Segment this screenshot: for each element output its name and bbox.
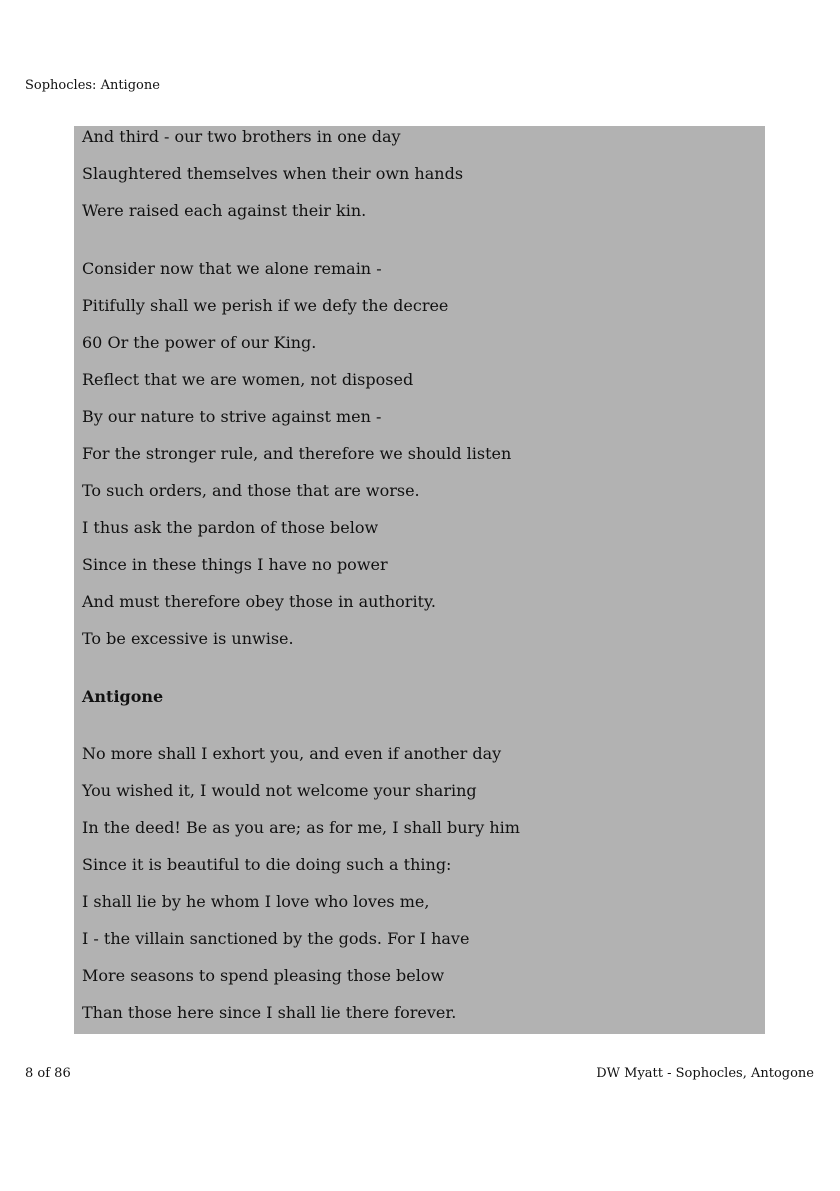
verse-line: And must therefore obey those in authority. — [82, 592, 436, 611]
verse-line: For the stronger rule, and therefore we should listen — [82, 444, 512, 463]
verse-line: No more shall I exhort you, and even if another day — [82, 744, 502, 763]
verse-line: I shall lie by he whom I love who loves me, — [82, 892, 430, 911]
speaker-name: Antigone — [82, 687, 164, 706]
verse-line: Consider now that we alone remain - — [82, 259, 382, 278]
verse-line: Than those here since I shall lie there forever. — [82, 1003, 457, 1022]
running-header: Sophocles: Antigone — [25, 78, 160, 93]
verse-line: More seasons to spend pleasing those below — [82, 966, 445, 985]
verse-line: 60 Or the power of our King. — [82, 333, 317, 352]
verse-line: By our nature to strive against men - — [82, 407, 382, 426]
verse-line: In the deed! Be as you are; as for me, I shall bury him — [82, 818, 520, 837]
verse-line: To such orders, and those that are worse. — [82, 481, 420, 500]
verse-line: Slaughtered themselves when their own hands — [82, 164, 464, 183]
page-number: 8 of 86 — [25, 1066, 71, 1081]
footer-attribution: DW Myatt - Sophocles, Antogone — [596, 1066, 814, 1081]
verse-line: To be excessive is unwise. — [82, 629, 294, 648]
verse-line: And third - our two brothers in one day — [82, 127, 401, 146]
verse-line: I thus ask the pardon of those below — [82, 518, 379, 537]
verse-line: Since it is beautiful to die doing such a thing: — [82, 855, 452, 874]
verse-line: Reflect that we are women, not disposed — [82, 370, 414, 389]
verse-line: I - the villain sanctioned by the gods. For I have — [82, 929, 470, 948]
verse-line: You wished it, I would not welcome your sharing — [82, 781, 477, 800]
verse-line: Were raised each against their kin. — [82, 201, 367, 220]
verse-line: Pitifully shall we perish if we defy the decree — [82, 296, 449, 315]
verse-line: Since in these things I have no power — [82, 555, 388, 574]
verse-passage — [74, 126, 765, 1034]
